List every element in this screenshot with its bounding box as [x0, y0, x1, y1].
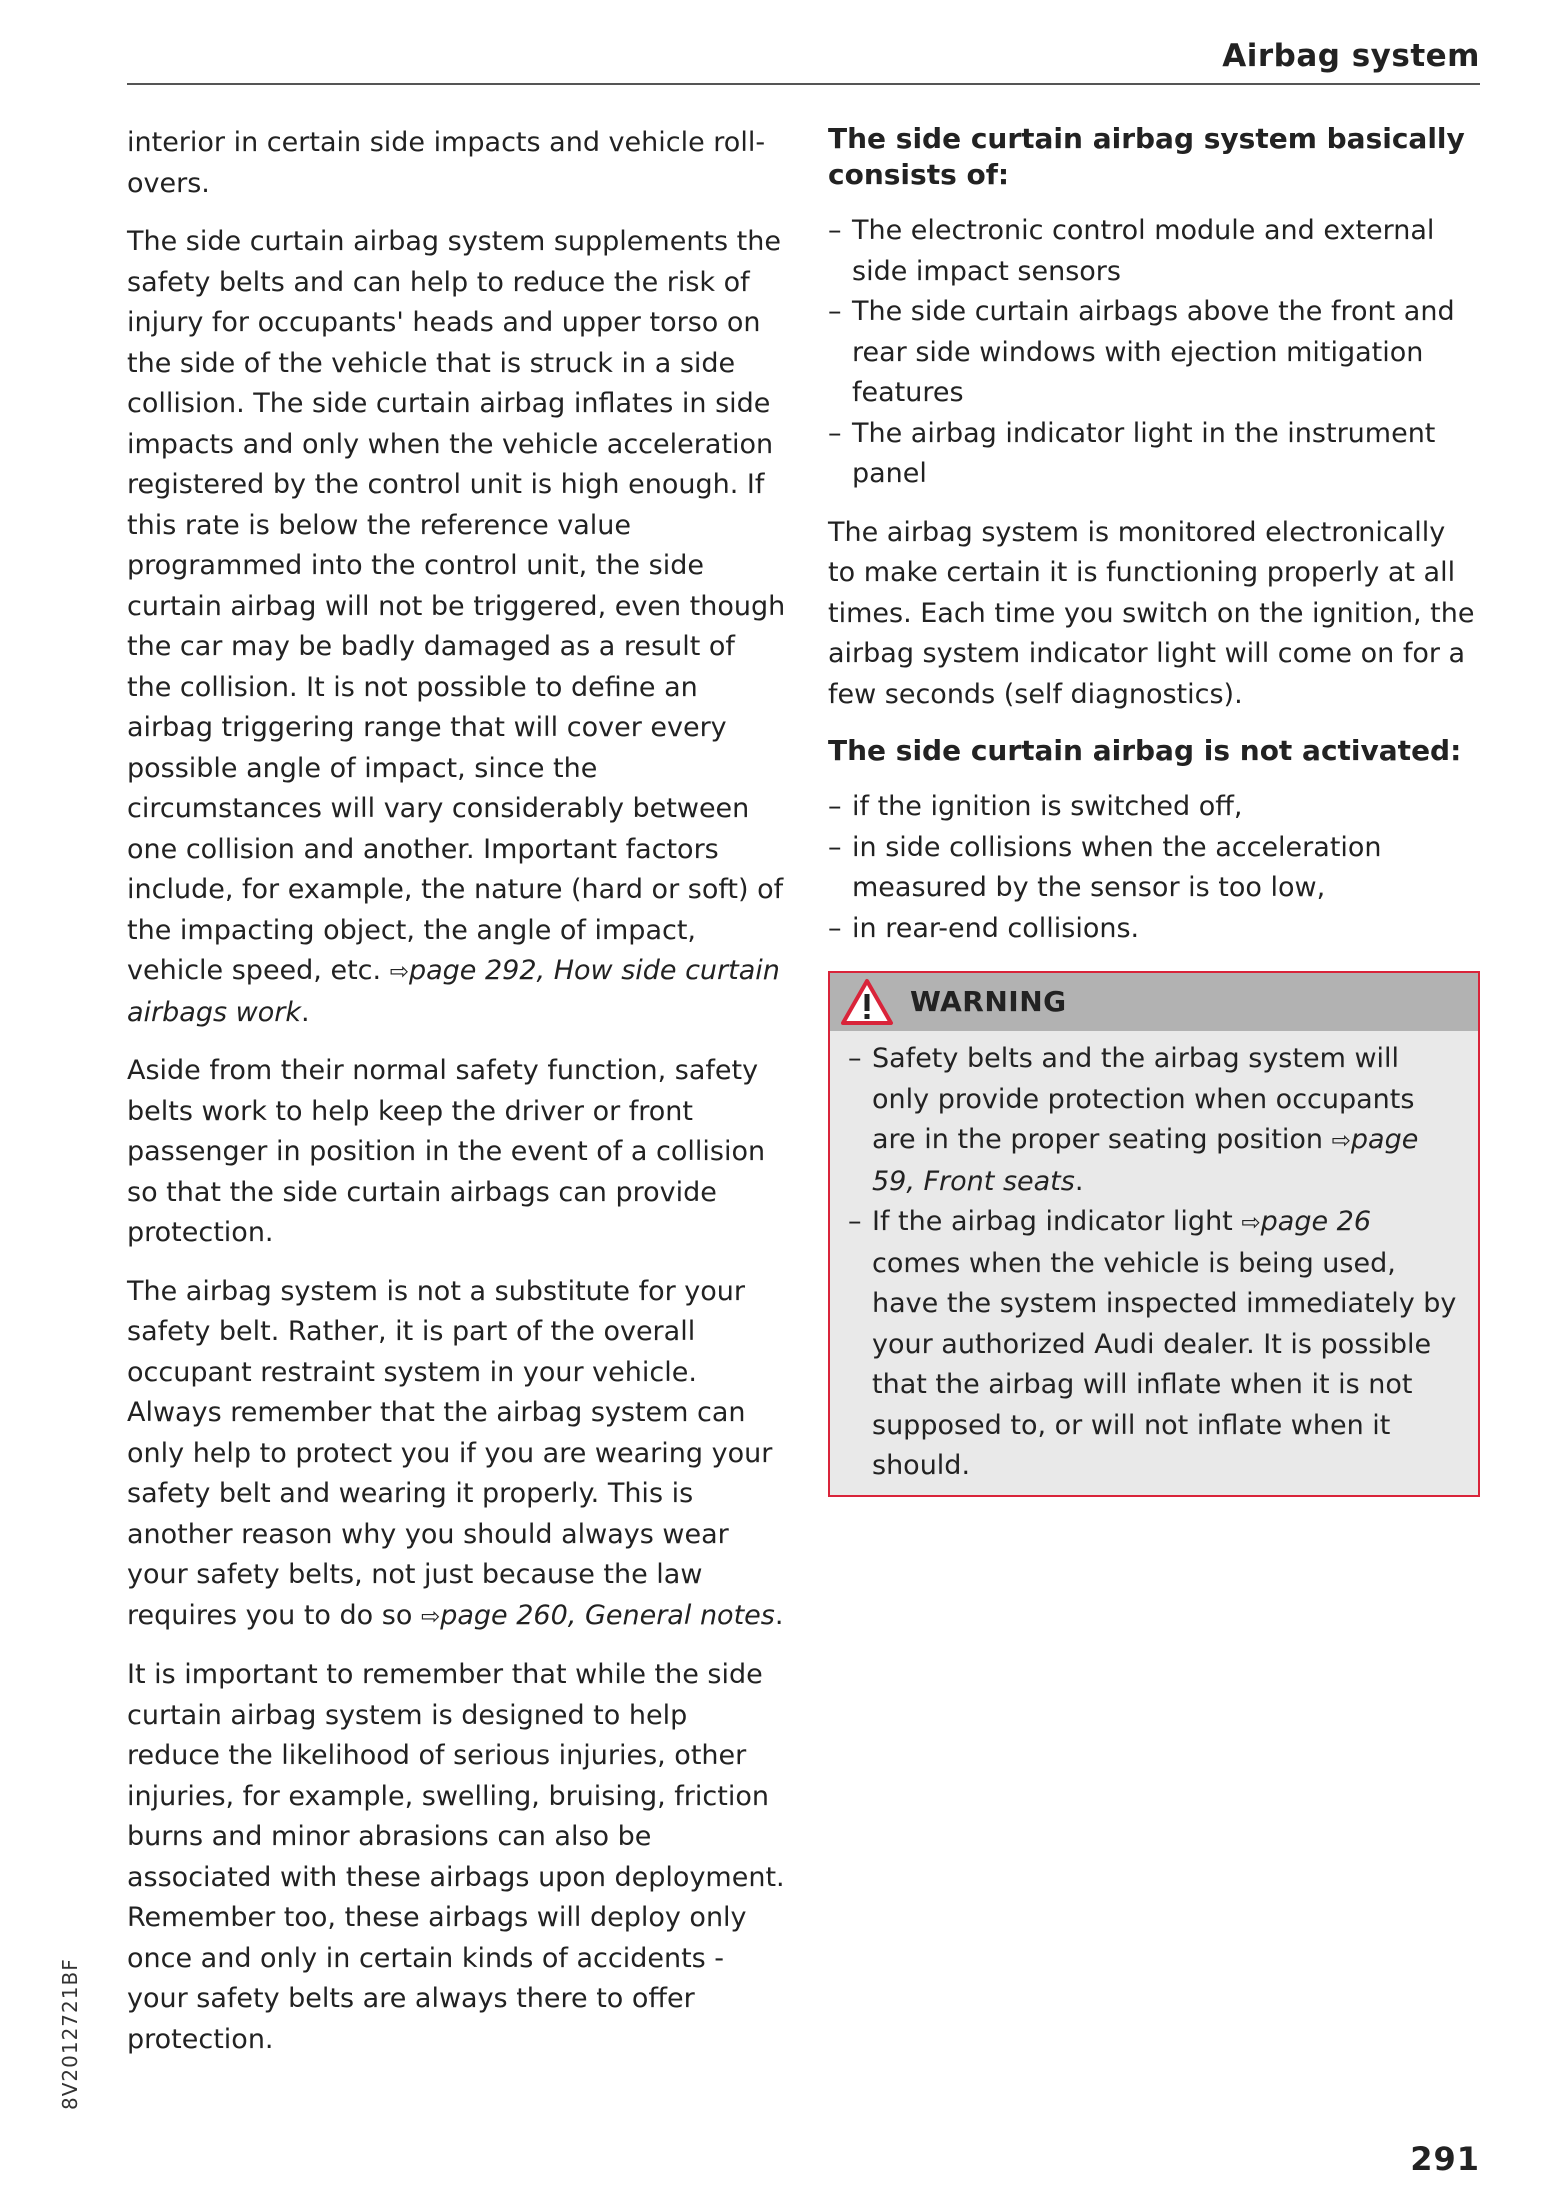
warning-body — [830, 1031, 1478, 1495]
paragraph-rollovers: interior in certain side impacts and vehicle roll-overs. — [127, 127, 766, 199]
dash-bullet: – — [848, 1043, 862, 1074]
list-item-text: The airbag indicator light in the instrument panel — [852, 417, 1436, 489]
list-item-text: in side collisions when the acceleration measured by the sensor is too low, — [852, 831, 1382, 903]
list-item-text: The side curtain airbags above the front and rear side windows with ejection mitigation features — [852, 296, 1455, 408]
item-end: . — [1074, 1165, 1084, 1197]
paragraph-end: . — [300, 996, 310, 1028]
list-item — [828, 787, 1480, 828]
paragraph-end: . — [774, 1599, 784, 1631]
reference-text: page 292, How side curtain airbags work — [127, 955, 780, 1028]
dash-bullet: – — [828, 791, 842, 822]
dash-bullet: – — [828, 912, 842, 944]
dash-bullet: – — [828, 215, 842, 246]
paragraph-important: It is important to remember that while the side curtain airbag system is designed to help reduce the likelihood of serious injuries, other injuries, for example, swelling, bruising, friction burns and minor abrasions can also be associated with these airbags upon deployment. Remember too, these airbags will deploy only once and only in certain kinds of accidents - your safety belts are always there to offer protection. — [127, 1659, 785, 2055]
left-column — [127, 123, 787, 2078]
paragraph-text: The side curtain airbag system supplements the safety belts and can help to reduce the risk of injury for occupants' heads and upper torso on the side of the vehicle that is struck in a side collision. The side curtain airbag inflates in side impacts and only when the vehicle acceleration registered by the control unit is high enough. If this rate is below the reference value programmed into the control unit, the side curtain airbag will not be triggered, even though the car may be badly damaged as a result of the collision. It is not possible to define an airbag triggering range that will cover every possible angle of impact, since the circumstances will vary considerably between one collision and another. Important factors include, for example, the nature (hard or soft) of the impacting object, the angle of impact, vehicle speed, etc. — [127, 226, 786, 986]
warning-title: WARNING — [910, 984, 1067, 1018]
section-heading-not-activated: The side curtain airbag is not activated: — [828, 734, 1462, 767]
reference-text: page 26 — [1260, 1206, 1372, 1237]
arrow-right-icon: ⇨ — [389, 959, 409, 985]
paragraph-normal-function: Aside from their normal safety function, safety belts work to help keep the driver or front passenger in position in the event of a collision so that the side curtain airbags can provide protection. — [127, 1055, 766, 1248]
page-number: 291 — [1410, 2140, 1480, 2178]
list-item — [828, 828, 1480, 909]
list-item — [828, 292, 1480, 414]
running-header: Airbag system — [1222, 38, 1480, 74]
list-item-text: comes when the vehicle is being used, have the system inspected immediately by your authorized Audi dealer. It is possible that the airbag will inflate when it is not supposed to, or will not inflate when it should. — [872, 1247, 1457, 1481]
dash-bullet: – — [828, 831, 842, 863]
arrow-right-icon: ⇨ — [420, 1603, 441, 1630]
warning-triangle-icon — [840, 978, 894, 1026]
warning-list — [848, 1039, 1464, 1487]
list-item-text: Safety belts and the airbag system will only provide protection when occupants are in the proper seating position — [872, 1043, 1415, 1155]
right-column — [828, 121, 1480, 1497]
reference-text: page 260, General notes — [440, 1599, 775, 1631]
arrow-right-icon: ⇨ — [1331, 1128, 1351, 1154]
page-reference-link[interactable] — [421, 1600, 775, 1631]
paragraph-text: The airbag system is not a substitute for your safety belt. Rather, it is part of the overall occupant restraint system in your vehicle. Always remember that the airbag system can only help to protect you if you are wearing your safety belt and wearing it properly. This is another reason why you should always wear your safety belts, not just because the law requires you to do so — [127, 1275, 773, 1631]
section-heading-consists: The side curtain airbag system basically consists of: — [828, 122, 1465, 191]
warning-box — [828, 971, 1480, 1497]
dash-bullet: – — [848, 1206, 862, 1237]
header-divider — [127, 83, 1480, 85]
list-item — [828, 414, 1480, 495]
warning-header — [830, 973, 1478, 1031]
list-item-text: in rear-end collisions. — [852, 912, 1140, 944]
dash-bullet: – — [828, 296, 842, 327]
not-activated-list — [828, 787, 1480, 949]
list-item-text: if the ignition is switched off, — [852, 791, 1243, 822]
document-code: 8V2012721BF — [58, 1958, 82, 2110]
arrow-right-icon: ⇨ — [1241, 1210, 1261, 1236]
reference-text: page 59, Front seats — [872, 1124, 1419, 1197]
paragraph-supplements — [127, 222, 787, 1033]
dash-bullet: – — [828, 417, 842, 449]
list-item — [848, 1202, 1464, 1487]
list-item — [828, 909, 1480, 950]
paragraph-not-substitute — [127, 1272, 787, 1638]
list-item — [828, 211, 1480, 292]
list-item-text: The electronic control module and external side impact sensors — [852, 215, 1435, 287]
page-reference-link[interactable] — [1241, 1206, 1371, 1237]
paragraph-monitored: The airbag system is monitored electronically to make certain it is functioning properly at all times. Each time you switch on the ignition, the airbag system indicator light will come on for a few seconds (self diagnostics). — [828, 516, 1475, 710]
components-list — [828, 211, 1480, 495]
list-item — [848, 1039, 1464, 1202]
list-item-text: If the airbag indicator light — [872, 1206, 1233, 1237]
